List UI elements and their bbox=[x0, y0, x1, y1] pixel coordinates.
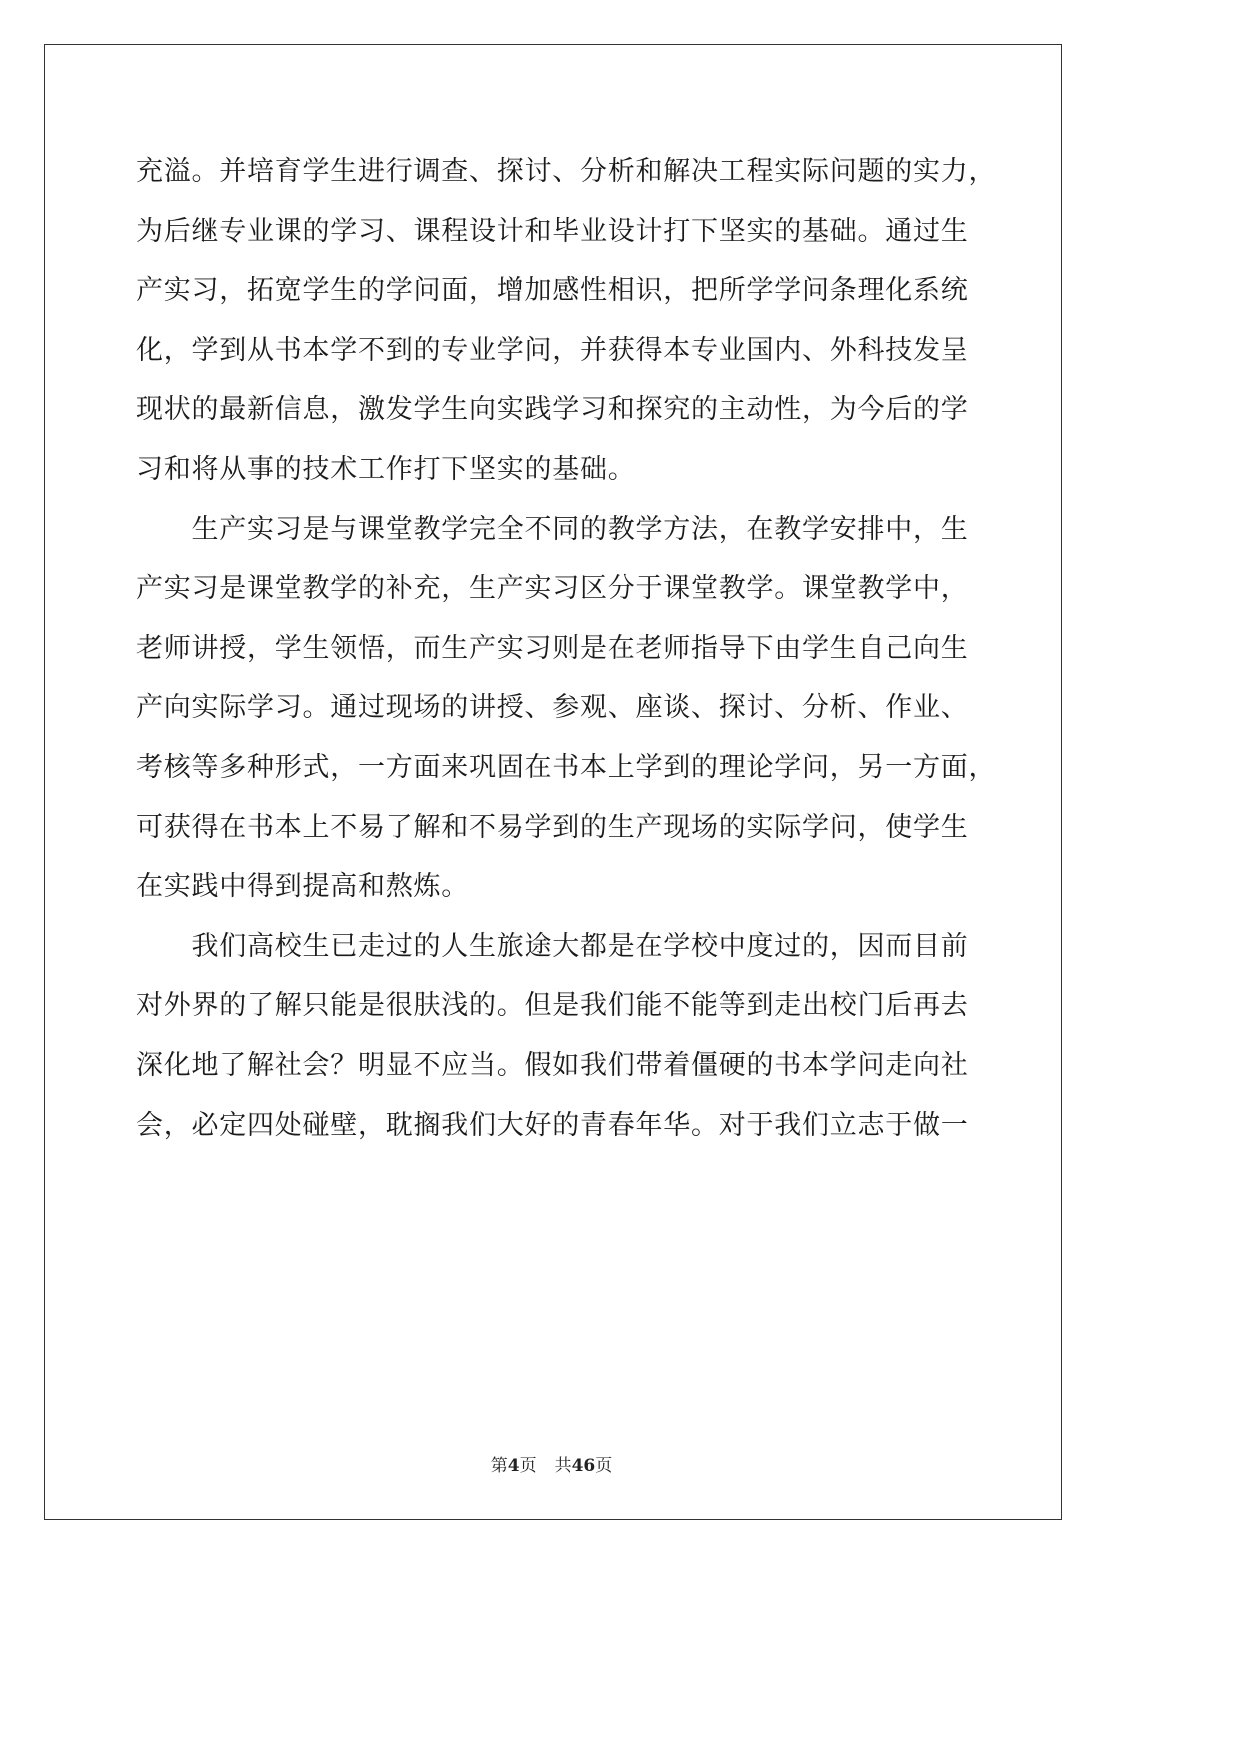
page-number: 4 bbox=[507, 1456, 520, 1476]
text-line: 在实践中得到提高和熬炼。 bbox=[136, 871, 469, 903]
text-line: 深化地了解社会？明显不应当。假如我们带着僵硬的书本学问走向社 bbox=[136, 1049, 969, 1081]
text-line: 为后继专业课的学习、课程设计和毕业设计打下坚实的基础。通过生 bbox=[136, 215, 969, 247]
page-suffix: 页 bbox=[519, 1456, 537, 1476]
total-prefix: 共 bbox=[554, 1456, 572, 1476]
page-prefix: 第 bbox=[490, 1456, 508, 1476]
text-line: 充溢。并培育学生进行调查、探讨、分析和解决工程实际问题的实力， bbox=[136, 156, 997, 187]
page-footer bbox=[0, 1455, 1103, 1477]
text-line: 对外界的了解只能是很肤浅的。但是我们能不能等到走出校门后再去 bbox=[136, 990, 969, 1022]
text-line: 现状的最新信息，激发学生向实践学习和探究的主动性，为今后的学 bbox=[136, 394, 969, 426]
total-pages: 46 bbox=[571, 1456, 596, 1476]
text-line: 会，必定四处碰壁，耽搁我们大好的青春年华。对于我们立志于做一 bbox=[136, 1109, 969, 1141]
text-line: 习和将从事的技术工作打下坚实的基础。 bbox=[136, 453, 636, 485]
body-text bbox=[136, 142, 997, 1155]
text-line: 可获得在书本上不易了解和不易学到的生产现场的实际学问，使学生 bbox=[136, 811, 969, 843]
text-line: 老师讲授，学生领悟，而生产实习则是在老师指导下由学生自己向生 bbox=[136, 632, 969, 664]
text-line: 化，学到从书本学不到的专业学问，并获得本专业国内、外科技发呈 bbox=[136, 334, 969, 366]
text-line: 产向实际学习。通过现场的讲授、参观、座谈、探讨、分析、作业、 bbox=[136, 692, 969, 724]
text-line: 考核等多种形式，一方面来巩固在书本上学到的理论学问，另一方面， bbox=[136, 751, 997, 783]
text-line: 产实习，拓宽学生的学问面，增加感性相识，把所学学问条理化系统 bbox=[136, 275, 969, 307]
text-line: 产实习是课堂教学的补充，生产实习区分于课堂教学。课堂教学中， bbox=[136, 573, 969, 605]
text-line: 生产实习是与课堂教学完全不同的教学方法，在教学安排中，生 bbox=[136, 513, 969, 545]
text-line: 我们高校生已走过的人生旅途大都是在学校中度过的，因而目前 bbox=[136, 930, 969, 962]
total-suffix: 页 bbox=[595, 1456, 613, 1476]
